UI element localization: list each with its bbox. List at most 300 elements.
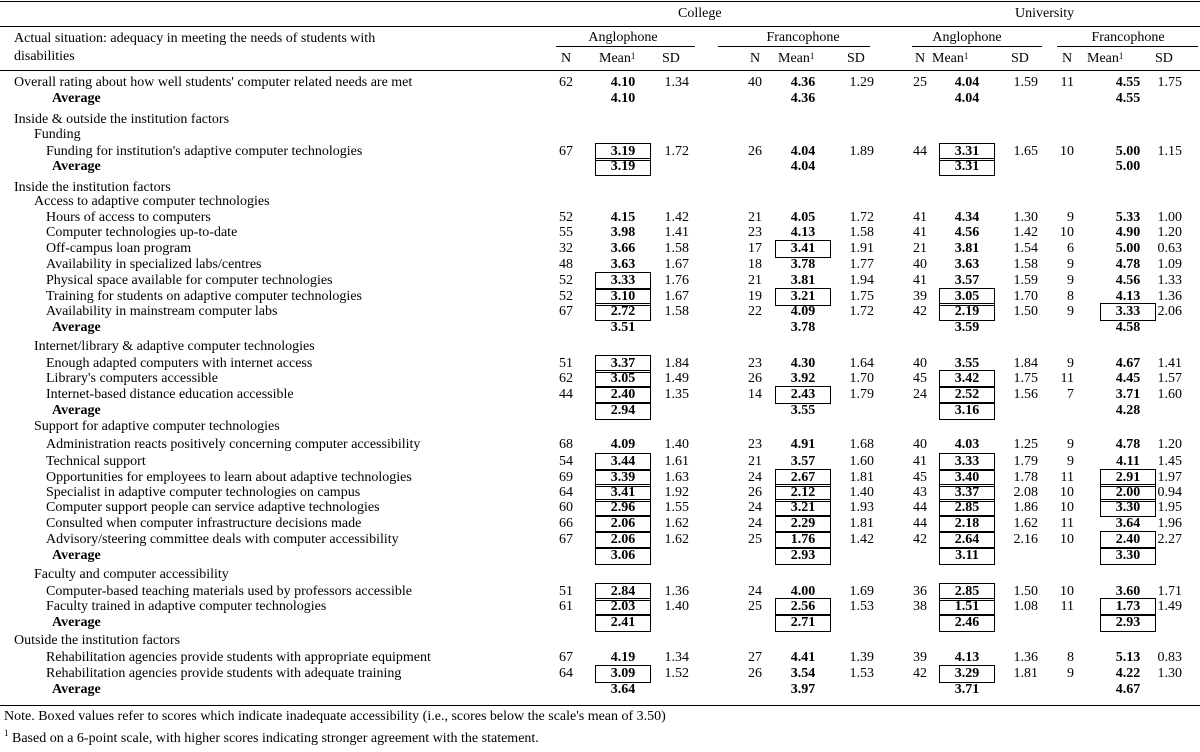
cell-mean: 4.05 (790, 210, 816, 225)
cell-mean: 3.63 (954, 257, 980, 272)
cell-mean: 1.76 (790, 532, 816, 547)
cell-mean: 4.00 (790, 584, 816, 599)
row-label: Availability in mainstream computer labs (46, 304, 278, 319)
cell-mean: 3.66 (610, 241, 636, 256)
cell-mean: 3.37 (610, 356, 636, 371)
cell-sd: 1.60 (849, 454, 874, 469)
cell-mean: 3.10 (610, 289, 636, 304)
average-label: Average (52, 548, 101, 563)
cell-mean: 3.60 (1115, 584, 1141, 599)
cell-sd: 1.58 (664, 241, 689, 256)
cell-n: 23 (748, 356, 762, 371)
cell-mean: 2.06 (610, 532, 636, 547)
cell-n: 44 (913, 144, 927, 159)
cell-sd: 1.57 (1157, 371, 1182, 386)
col-mean-footnote-marker: 1 (1118, 51, 1124, 61)
cell-n: 24 (748, 584, 762, 599)
average-mean: 4.28 (1115, 403, 1141, 418)
average-mean: 4.67 (1115, 682, 1141, 697)
cell-mean: 3.05 (954, 289, 980, 304)
cell-sd: 1.67 (664, 257, 689, 272)
cell-n: 23 (748, 225, 762, 240)
cell-sd: 0.94 (1157, 485, 1182, 500)
cell-n: 43 (913, 485, 927, 500)
cell-n: 9 (1067, 273, 1074, 288)
average-label: Average (52, 91, 101, 106)
cell-sd: 1.39 (849, 650, 874, 665)
row-label: Internet-based distance education accessible (46, 387, 294, 402)
section-heading: Funding (34, 127, 81, 142)
cell-mean: 4.22 (1115, 666, 1141, 681)
cell-mean: 4.04 (954, 75, 980, 90)
cell-mean: 4.04 (790, 144, 816, 159)
col-mean-label: Mean (932, 51, 964, 66)
cell-sd: 1.40 (664, 437, 689, 452)
col-sd-header: SD (847, 51, 865, 66)
cell-n: 44 (559, 387, 573, 402)
inadequate-box (595, 665, 651, 683)
scale-footnote (4, 728, 539, 747)
cell-mean: 4.78 (1115, 437, 1141, 452)
cell-mean: 4.09 (610, 437, 636, 452)
row-label: Computer-based teaching materials used by professors accessible (46, 584, 412, 599)
cell-n: 9 (1067, 304, 1074, 319)
col-mean-footnote-marker: 1 (630, 51, 636, 61)
cell-mean: 3.19 (610, 144, 636, 159)
cell-sd: 1.42 (1013, 225, 1038, 240)
cell-n: 8 (1067, 650, 1074, 665)
university-header: University (1015, 6, 1075, 21)
average-label: Average (52, 320, 101, 335)
cell-n: 39 (913, 289, 927, 304)
average-mean: 3.31 (954, 159, 980, 174)
cell-n: 54 (559, 454, 573, 469)
section-heading: Access to adaptive computer technologies (34, 194, 270, 209)
cell-sd: 1.08 (1013, 599, 1038, 614)
cell-sd: 2.08 (1013, 485, 1038, 500)
cell-mean: 4.10 (610, 75, 636, 90)
cell-sd: 1.84 (664, 356, 689, 371)
cell-sd: 1.75 (849, 289, 874, 304)
cell-n: 52 (559, 289, 573, 304)
group-underline (1057, 46, 1198, 47)
row-label: Hours of access to computers (46, 210, 211, 225)
col-mean-label: Mean (599, 51, 631, 66)
table-note: Note. Boxed values refer to scores which indicate inadequate accessibility (i.e., scores below the scale's mean of 3.50) (4, 709, 666, 724)
cell-sd: 1.59 (1013, 75, 1038, 90)
cell-mean: 3.05 (610, 371, 636, 386)
cell-sd: 1.75 (1013, 371, 1038, 386)
cell-sd: 1.29 (849, 75, 874, 90)
cell-sd: 1.58 (849, 225, 874, 240)
cell-mean: 2.56 (790, 599, 816, 614)
cell-mean: 4.11 (1116, 454, 1140, 469)
cell-n: 45 (913, 371, 927, 386)
average-mean: 2.93 (790, 548, 816, 563)
cell-sd: 1.62 (1013, 516, 1038, 531)
section-heading: Inside the institution factors (14, 180, 171, 195)
cell-sd: 1.53 (849, 599, 874, 614)
average-mean: 2.41 (610, 615, 636, 630)
cell-mean: 4.03 (954, 437, 980, 452)
cell-n: 55 (559, 225, 573, 240)
cell-sd: 1.36 (664, 584, 689, 599)
section-heading: Outside the institution factors (14, 633, 181, 648)
inadequate-box (775, 614, 831, 632)
cell-n: 21 (748, 273, 762, 288)
average-mean: 3.06 (610, 548, 636, 563)
inadequate-box (939, 402, 995, 420)
cell-sd: 1.72 (849, 304, 874, 319)
top-rule (0, 1, 1200, 2)
college-header: College (678, 6, 722, 21)
cell-n: 66 (559, 516, 573, 531)
cell-mean: 4.67 (1115, 356, 1141, 371)
cell-n: 64 (559, 666, 573, 681)
cell-sd: 1.34 (664, 75, 689, 90)
average-mean: 3.51 (610, 320, 636, 335)
cell-n: 24 (748, 470, 762, 485)
inadequate-box (595, 303, 651, 321)
col-mean-header (599, 51, 635, 67)
cell-n: 42 (913, 532, 927, 547)
cell-sd: 1.49 (664, 371, 689, 386)
group-underline (912, 46, 1042, 47)
cell-mean: 4.36 (790, 75, 816, 90)
cell-mean: 3.98 (610, 225, 636, 240)
average-mean: 3.55 (790, 403, 816, 418)
average-mean: 3.78 (790, 320, 816, 335)
col-n-header: N (915, 51, 926, 66)
cell-sd: 1.62 (664, 532, 689, 547)
average-mean: 3.11 (955, 548, 979, 563)
cell-n: 41 (913, 454, 927, 469)
cell-sd: 1.71 (1157, 584, 1182, 599)
cell-sd: 1.60 (1157, 387, 1182, 402)
row-label: Administration reacts positively concerning computer accessibility (46, 437, 421, 452)
cell-n: 14 (748, 387, 762, 402)
cell-sd: 1.50 (1013, 304, 1038, 319)
table-title-cont: disabilities (14, 49, 75, 64)
cell-sd: 1.52 (664, 666, 689, 681)
col-mean-label: Mean (1087, 51, 1119, 66)
col-n-header: N (1062, 51, 1073, 66)
cell-n: 62 (559, 75, 573, 90)
cell-sd: 0.63 (1157, 241, 1182, 256)
cell-n: 8 (1067, 289, 1074, 304)
cell-n: 36 (913, 584, 927, 599)
cell-n: 21 (913, 241, 927, 256)
col-mean-header (778, 51, 814, 67)
cell-mean: 2.64 (954, 532, 980, 547)
cell-sd: 1.79 (849, 387, 874, 402)
cell-mean: 3.33 (1115, 304, 1141, 319)
cell-mean: 3.33 (954, 454, 980, 469)
cell-sd: 1.58 (664, 304, 689, 319)
cell-mean: 3.40 (954, 470, 980, 485)
cell-sd: 1.42 (664, 210, 689, 225)
cell-sd: 1.91 (849, 241, 874, 256)
cell-n: 10 (1060, 584, 1074, 599)
cell-n: 9 (1067, 437, 1074, 452)
cell-mean: 4.45 (1115, 371, 1141, 386)
average-mean: 2.94 (610, 403, 636, 418)
cell-mean: 2.40 (1115, 532, 1141, 547)
cell-sd: 1.97 (1157, 470, 1182, 485)
cell-sd: 1.81 (849, 516, 874, 531)
row-label: Overall rating about how well students' computer related needs are met (14, 75, 413, 90)
cell-n: 11 (1060, 599, 1074, 614)
cell-n: 9 (1067, 210, 1074, 225)
col-sd-header: SD (1155, 51, 1173, 66)
cell-mean: 4.15 (610, 210, 636, 225)
row-label: Off-campus loan program (46, 241, 192, 256)
cell-mean: 2.72 (610, 304, 636, 319)
row-label: Advisory/steering committee deals with computer accessibility (46, 532, 399, 547)
cell-sd: 1.41 (664, 225, 689, 240)
cell-n: 64 (559, 485, 573, 500)
row-label: Training for students on adaptive computer technologies (46, 289, 362, 304)
row-label: Computer technologies up-to-date (46, 225, 238, 240)
cell-mean: 2.67 (790, 470, 816, 485)
cell-mean: 4.90 (1115, 225, 1141, 240)
average-label: Average (52, 615, 101, 630)
cell-sd: 1.36 (1157, 289, 1182, 304)
row-label: Computer support people can service adaptive technologies (46, 500, 380, 515)
group-header: Anglophone (588, 30, 658, 45)
row-label: Specialist in adaptive computer technologies on campus (46, 485, 361, 500)
cell-n: 32 (559, 241, 573, 256)
cell-mean: 4.41 (790, 650, 816, 665)
cell-n: 26 (748, 144, 762, 159)
cell-mean: 4.56 (1115, 273, 1141, 288)
cell-mean: 3.09 (610, 666, 636, 681)
cell-mean: 3.57 (954, 273, 980, 288)
table-title: Actual situation: adequacy in meeting the needs of students with (14, 31, 376, 46)
cell-n: 24 (748, 516, 762, 531)
cell-n: 61 (559, 599, 573, 614)
cell-n: 69 (559, 470, 573, 485)
cell-sd: 1.30 (1157, 666, 1182, 681)
average-mean: 2.93 (1115, 615, 1141, 630)
average-label: Average (52, 159, 101, 174)
cell-sd: 1.62 (664, 516, 689, 531)
inadequate-box (595, 158, 651, 176)
cell-sd: 1.89 (849, 144, 874, 159)
cell-n: 41 (913, 210, 927, 225)
cell-mean: 3.57 (790, 454, 816, 469)
section-heading: Inside & outside the institution factors (14, 112, 230, 127)
row-label: Library's computers accessible (46, 371, 219, 386)
cell-mean: 4.55 (1115, 75, 1141, 90)
bottom-rule (0, 705, 1200, 706)
cell-n: 44 (913, 500, 927, 515)
cell-sd: 1.70 (1013, 289, 1038, 304)
cell-sd: 1.79 (1013, 454, 1038, 469)
cell-n: 19 (748, 289, 762, 304)
cell-sd: 1.49 (1157, 599, 1182, 614)
cell-sd: 1.64 (849, 356, 874, 371)
cell-sd: 1.72 (664, 144, 689, 159)
cell-mean: 2.52 (954, 387, 980, 402)
inadequate-box (1100, 303, 1156, 321)
cell-sd: 1.45 (1157, 454, 1182, 469)
col-mean-label: Mean (778, 51, 810, 66)
cell-mean: 3.81 (790, 273, 816, 288)
cell-mean: 2.29 (790, 516, 816, 531)
cell-sd: 1.94 (849, 273, 874, 288)
row-label: Faculty trained in adaptive computer technologies (46, 599, 327, 614)
average-mean: 4.36 (790, 91, 816, 106)
cell-mean: 3.33 (610, 273, 636, 288)
cell-sd: 1.72 (849, 210, 874, 225)
cell-n: 10 (1060, 485, 1074, 500)
cell-sd: 1.67 (664, 289, 689, 304)
inadequate-box (595, 402, 651, 420)
cell-n: 11 (1060, 75, 1074, 90)
average-mean: 5.00 (1115, 159, 1141, 174)
cell-n: 68 (559, 437, 573, 452)
inadequate-box (1100, 614, 1156, 632)
cell-mean: 3.54 (790, 666, 816, 681)
cell-mean: 3.21 (790, 289, 816, 304)
cell-sd: 1.40 (664, 599, 689, 614)
cell-n: 26 (748, 485, 762, 500)
cell-sd: 1.86 (1013, 500, 1038, 515)
cell-sd: 1.25 (1013, 437, 1038, 452)
footnote-text: Based on a 6-point scale, with higher scores indicating stronger agreement with the statement. (8, 731, 539, 746)
row-label: Availability in specialized labs/centres (46, 257, 262, 272)
cell-mean: 3.64 (1115, 516, 1141, 531)
cell-n: 52 (559, 210, 573, 225)
cell-n: 25 (913, 75, 927, 90)
cell-sd: 1.59 (1013, 273, 1038, 288)
average-mean: 4.58 (1115, 320, 1141, 335)
cell-sd: 1.00 (1157, 210, 1182, 225)
cell-n: 10 (1060, 225, 1074, 240)
average-mean: 4.04 (954, 91, 980, 106)
cell-n: 67 (559, 532, 573, 547)
cell-n: 10 (1060, 500, 1074, 515)
cell-sd: 1.56 (1013, 387, 1038, 402)
cell-mean: 2.12 (790, 485, 816, 500)
cell-n: 41 (913, 273, 927, 288)
cell-sd: 1.53 (849, 666, 874, 681)
cell-mean: 3.31 (954, 144, 980, 159)
cell-n: 38 (913, 599, 927, 614)
cell-n: 17 (748, 241, 762, 256)
cell-mean: 5.13 (1115, 650, 1141, 665)
group-header: Anglophone (932, 30, 1002, 45)
cell-mean: 2.00 (1115, 485, 1141, 500)
col-mean-header (1087, 51, 1123, 67)
average-label: Average (52, 682, 101, 697)
cell-sd: 1.81 (849, 470, 874, 485)
average-label: Average (52, 403, 101, 418)
cell-n: 6 (1067, 241, 1074, 256)
cell-sd: 1.34 (664, 650, 689, 665)
cell-sd: 1.58 (1013, 257, 1038, 272)
cell-n: 10 (1060, 532, 1074, 547)
average-mean: 4.10 (610, 91, 636, 106)
section-heading: Faculty and computer accessibility (34, 567, 229, 582)
cell-n: 24 (913, 387, 927, 402)
cell-sd: 1.77 (849, 257, 874, 272)
cell-mean: 3.41 (610, 485, 636, 500)
cell-mean: 2.18 (954, 516, 980, 531)
row-label: Funding for institution's adaptive computer technologies (46, 144, 363, 159)
inadequate-box (595, 547, 651, 565)
cell-n: 23 (748, 437, 762, 452)
cell-mean: 3.41 (790, 241, 816, 256)
cell-n: 26 (748, 371, 762, 386)
cell-mean: 3.21 (790, 500, 816, 515)
cell-sd: 1.55 (664, 500, 689, 515)
cell-mean: 3.81 (954, 241, 980, 256)
row-label: Rehabilitation agencies provide students with adequate training (46, 666, 402, 681)
cell-mean: 2.03 (610, 599, 636, 614)
average-mean: 4.55 (1115, 91, 1141, 106)
cell-mean: 3.37 (954, 485, 980, 500)
cell-mean: 3.29 (954, 666, 980, 681)
average-mean: 2.71 (790, 615, 816, 630)
cell-n: 42 (913, 666, 927, 681)
row-label: Consulted when computer infrastructure decisions made (46, 516, 362, 531)
cell-sd: 1.41 (1157, 356, 1182, 371)
cell-mean: 3.30 (1115, 500, 1141, 515)
cell-n: 41 (913, 225, 927, 240)
cell-sd: 1.81 (1013, 666, 1038, 681)
inadequate-box (775, 386, 831, 404)
inadequate-box (775, 240, 831, 258)
group-header: Francophone (1091, 30, 1165, 45)
cell-sd: 2.27 (1157, 532, 1182, 547)
cell-n: 51 (559, 356, 573, 371)
average-mean: 4.04 (790, 159, 816, 174)
cell-sd: 1.63 (664, 470, 689, 485)
cell-mean: 2.40 (610, 387, 636, 402)
average-mean: 3.71 (954, 682, 980, 697)
average-mean: 3.19 (610, 159, 636, 174)
cell-n: 24 (748, 500, 762, 515)
cell-sd: 1.68 (849, 437, 874, 452)
cell-sd: 1.50 (1013, 584, 1038, 599)
cell-sd: 1.35 (664, 387, 689, 402)
col-n-header: N (561, 51, 572, 66)
cell-n: 22 (748, 304, 762, 319)
cell-sd: 1.76 (664, 273, 689, 288)
cell-n: 21 (748, 454, 762, 469)
cell-mean: 2.85 (954, 500, 980, 515)
row-label: Technical support (46, 454, 146, 469)
cell-mean: 5.00 (1115, 144, 1141, 159)
inadequate-box (595, 614, 651, 632)
cell-mean: 4.09 (790, 304, 816, 319)
cell-sd: 1.78 (1013, 470, 1038, 485)
inadequate-box (939, 158, 995, 176)
cell-mean: 2.96 (610, 500, 636, 515)
cell-sd: 1.54 (1013, 241, 1038, 256)
cell-n: 25 (748, 599, 762, 614)
cell-sd: 1.70 (849, 371, 874, 386)
cell-n: 44 (913, 516, 927, 531)
cell-sd: 1.93 (849, 500, 874, 515)
cell-n: 21 (748, 210, 762, 225)
cell-mean: 3.71 (1115, 387, 1141, 402)
cell-mean: 5.00 (1115, 241, 1141, 256)
cell-mean: 1.73 (1115, 599, 1141, 614)
inadequate-box (939, 547, 995, 565)
